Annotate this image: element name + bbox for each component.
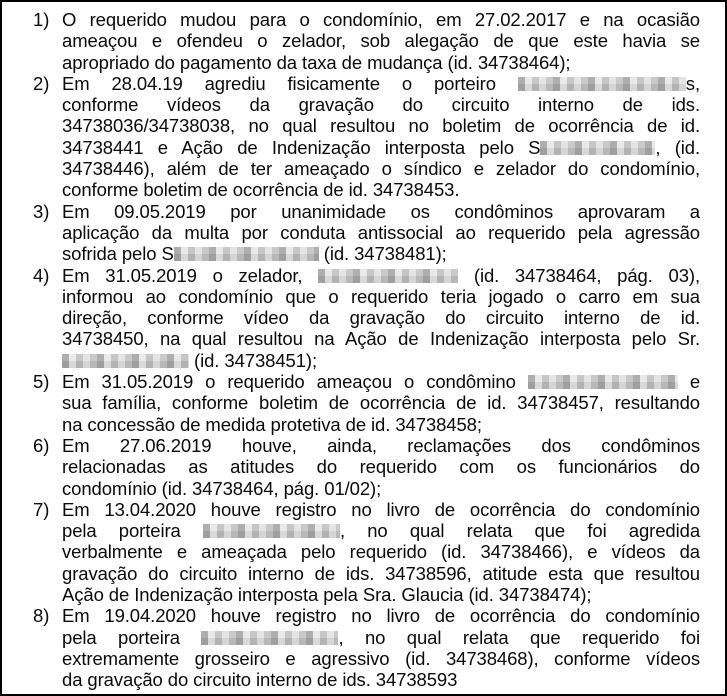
item-number: 6) bbox=[33, 434, 50, 456]
redacted-text bbox=[62, 354, 189, 368]
redacted-text bbox=[518, 77, 686, 91]
text-line: pela porteira , no qual relata que foi agredida bbox=[62, 520, 701, 542]
list-item bbox=[2, 265, 700, 371]
text-line: 34738441 e Ação de Indenização interposta pelo S , (id. bbox=[62, 136, 700, 158]
list-item bbox=[2, 371, 700, 435]
item-number: 8) bbox=[33, 605, 50, 627]
item-text bbox=[62, 265, 700, 371]
item-text bbox=[62, 499, 700, 605]
item-text bbox=[62, 371, 700, 435]
text-line: pela porteira , no qual relata que requerido foi bbox=[62, 626, 700, 648]
redacted-text bbox=[174, 247, 319, 261]
legal-findings-list bbox=[2, 9, 700, 691]
item-number: 3) bbox=[33, 200, 50, 222]
text-line: na concessão de medida protetiva de id. 34738458; bbox=[62, 413, 482, 435]
list-item bbox=[2, 201, 700, 265]
list-item bbox=[2, 435, 700, 499]
text-line: Em 19.04.2020 houve registro no livro de ocorrência do condomínio bbox=[62, 605, 700, 627]
list-item bbox=[2, 499, 700, 605]
text-line: gravação do circuito interno de ids. 34738596, atitude esta que resultou bbox=[62, 562, 700, 584]
item-number: 1) bbox=[33, 9, 50, 30]
text-line: O requerido mudou para o condomínio, em 27.02.2017 e na ocasião bbox=[62, 9, 700, 30]
item-text bbox=[62, 73, 700, 201]
text-line: condomínio (id. 34738464, pág. 01/02); bbox=[62, 477, 382, 499]
text-line: (id. 34738451); bbox=[62, 350, 700, 371]
item-text bbox=[62, 435, 700, 499]
redacted-text bbox=[540, 141, 655, 155]
list-item bbox=[2, 605, 700, 690]
item-number: 5) bbox=[33, 371, 50, 393]
text-line: da gravação do circuito interno de ids. 34738593 bbox=[62, 669, 458, 691]
text-line: Ação de Indenização interposta pela Sra. Glaucia (id. 34738474); bbox=[62, 584, 592, 606]
text-line: 34738036/34738038, no qual resultou no boletim de ocorrência de id. bbox=[62, 115, 700, 137]
text-line: Em 13.04.2020 houve registro no livro de ocorrência do condomínio bbox=[62, 498, 700, 520]
list-item bbox=[2, 73, 700, 201]
item-number: 7) bbox=[33, 498, 50, 520]
text-line: Em 31.05.2019 o requerido ameaçou o condômino e bbox=[62, 371, 701, 393]
item-number: 4) bbox=[33, 264, 50, 286]
redacted-text bbox=[203, 524, 340, 538]
text-line: verbalmente e ameaçada pelo requerido (id. 34738466), e vídeos da bbox=[62, 541, 700, 563]
redacted-text bbox=[201, 631, 338, 645]
text-line: Em 09.05.2019 por unanimidade os condôminos aprovaram a bbox=[62, 200, 700, 222]
text-line: Em 28.04.19 agrediu fisicamente o porteiro s, bbox=[62, 72, 700, 94]
text-line: relacionadas as atitudes do requerido com os funcionários do bbox=[62, 456, 700, 478]
text-line: 34738450, na qual resultou na Ação de Indenização interposta pelo Sr. bbox=[62, 328, 700, 350]
text-line: aplicação da multa por conduta antissocial ao requerido pela agressão bbox=[62, 221, 700, 243]
text-line: Em 31.05.2019 o zelador, (id. 34738464, pág. 03), bbox=[62, 264, 700, 286]
item-text bbox=[62, 9, 700, 73]
redacted-text bbox=[318, 269, 458, 283]
text-line: 34738446), além de ter ameaçado o síndico e zelador do condomínio, bbox=[62, 158, 700, 180]
item-number: 2) bbox=[33, 72, 50, 94]
text-line: direção, conforme vídeo da gravação do circuito interno de id. bbox=[62, 307, 700, 329]
redacted-text bbox=[528, 375, 678, 389]
item-text bbox=[62, 605, 700, 690]
list-item bbox=[2, 9, 700, 73]
item-text bbox=[62, 201, 700, 265]
text-line: conforme boletim de ocorrência de id. 34738453. bbox=[62, 179, 460, 201]
text-line: sofrida pelo S (id. 34738481); bbox=[62, 243, 447, 265]
text-line: sua família, conforme boletim de ocorrência de id. 34738457, resultando bbox=[62, 392, 700, 414]
text-line: ameaçou e ofendeu o zelador, sob alegação de que este havia se bbox=[62, 30, 700, 52]
text-line: apropriado do pagamento da taxa de mudança (id. 34738464); bbox=[62, 51, 571, 73]
text-line: Em 27.06.2019 houve, ainda, reclamações dos condôminos bbox=[62, 434, 700, 456]
text-line: extremamente grosseiro e agressivo (id. 34738468), conforme vídeos bbox=[62, 647, 700, 669]
text-line: conforme vídeos da gravação do circuito interno de ids. bbox=[62, 94, 700, 116]
text-line: informou ao condomínio que o requerido teria jogado o carro em sua bbox=[62, 285, 700, 307]
